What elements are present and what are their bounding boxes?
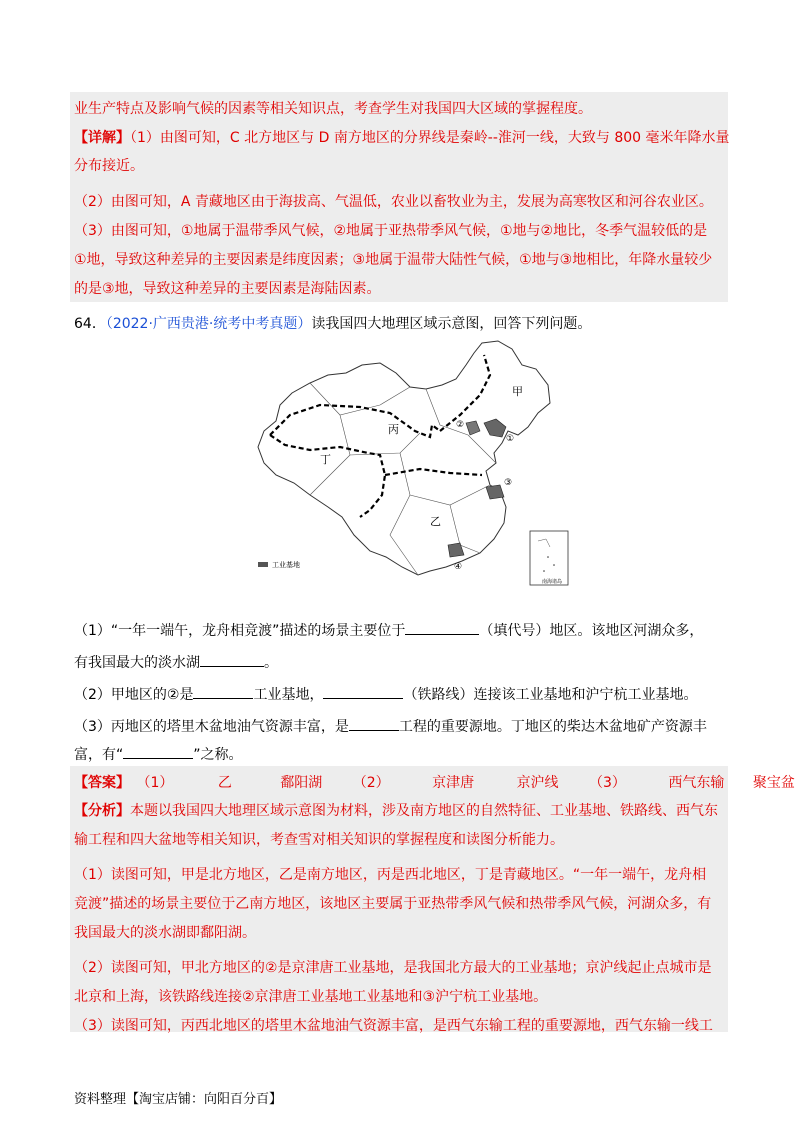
analysis-line4: 竞渡”描述的场景主要位于乙南方地区，该地区主要属于亚热带季风气候和热带季风气候，河湖众多，有 bbox=[74, 896, 712, 912]
region-label-yi: 乙 bbox=[430, 515, 441, 528]
answer-blank-4[interactable] bbox=[323, 684, 403, 699]
answer-line bbox=[74, 773, 795, 793]
top-analysis-line4: （3）由图可知，①地属于温带季风气候，②地属于亚热带季风气候，①地与②地比，冬季气温较低的是 bbox=[74, 223, 708, 239]
answer-blank-6[interactable] bbox=[123, 744, 193, 759]
answer-blank-5[interactable] bbox=[349, 716, 399, 731]
question-source: （2022·广西贵港·统考中考真题） bbox=[105, 316, 312, 332]
top-analysis-line5: ①地，导致这种差异的主要因素是纬度因素；③地属于温带大陆性气候，①地与③地相比，年降水量较少 bbox=[74, 252, 713, 268]
answer-item: （1） bbox=[136, 775, 174, 791]
region-label-bing: 丙 bbox=[388, 423, 399, 436]
answer-item: 京津唐 bbox=[432, 775, 475, 791]
analysis-line7: 北京和上海，该铁路线连接②京津唐工业基地工业基地和③沪宁杭工业基地。 bbox=[74, 989, 548, 1005]
detail-tag: 【详解】 bbox=[74, 130, 130, 146]
answer-blank-3[interactable] bbox=[193, 684, 253, 699]
marker-4: ④ bbox=[454, 562, 463, 572]
top-analysis-line0: 业生产特点及影响气候的因素等相关知识点，考查学生对我国四大区域的掌握程度。 bbox=[74, 101, 592, 117]
analysis-line2: 输工程和四大盆地等相关知识，考查雪对相关知识的掌握程度和读图分析能力。 bbox=[74, 832, 564, 848]
answer-item: 聚宝盆 bbox=[752, 775, 795, 791]
question-header bbox=[74, 314, 591, 334]
question-1-line2: 有我国最大的淡水湖 。 bbox=[74, 652, 278, 673]
top-analysis-line1: 【详解】（1）由图可知，C 北方地区与 D 南方地区的分界线是秦岭--淮河一线，大致与 800 毫米年降水量 bbox=[74, 130, 730, 146]
answer-item: （2） bbox=[352, 775, 390, 791]
analysis-line8: （3）读图可知，丙西北地区的塔里木盆地油气资源丰富，是西气东输工程的重要源地，西气东输一线工 bbox=[74, 1018, 713, 1034]
inset-label: 南海诸岛 bbox=[542, 579, 563, 585]
map-svg bbox=[250, 335, 575, 600]
top-analysis-line3: （2）由图可知，A 青藏地区由于海拔高、气温低，农业以畜牧业为主，发展为高寒牧区和河谷农业区。 bbox=[74, 194, 713, 210]
inset-frame bbox=[530, 531, 568, 585]
answer-item: （3） bbox=[589, 775, 626, 791]
legend-label: 工业基地 bbox=[272, 561, 300, 569]
analysis-line3: （1）读图可知，甲是北方地区，乙是南方地区，丙是西北地区，丁是青藏地区。“一年一端午，龙舟相 bbox=[74, 867, 707, 883]
marker-3: ③ bbox=[504, 478, 513, 488]
analysis-line5: 我国最大的淡水湖即鄱阳湖。 bbox=[74, 925, 256, 941]
answer-blank-1[interactable] bbox=[405, 620, 479, 635]
footer-source: 资料整理【淘宝店铺：向阳百分百】 bbox=[74, 1092, 283, 1107]
analysis-line6: （2）读图可知，甲北方地区的②是京津唐工业基地，是我国北方最大的工业基地；京沪线起止点城市是 bbox=[74, 960, 712, 976]
region-label-ding: 丁 bbox=[320, 453, 331, 466]
legend-swatch bbox=[258, 562, 268, 567]
analysis-tag: 【分析】 bbox=[74, 803, 130, 819]
question-2: （2）甲地区的②是 工业基地， （铁路线）连接该工业基地和沪宁杭工业基地。 bbox=[74, 684, 697, 705]
answer-item: 西气东输 bbox=[668, 775, 725, 791]
answer-tag: 【答案】 bbox=[74, 775, 130, 791]
answer-item: 鄱阳湖 bbox=[280, 775, 323, 791]
analysis-line1: 【分析】本题以我国四大地理区域示意图为材料，涉及南方地区的自然特征、工业基地、铁路线、西气东 bbox=[74, 803, 718, 819]
top-analysis-line2: 分布接近。 bbox=[74, 158, 144, 174]
china-regions-map bbox=[250, 335, 575, 600]
top-analysis-line6: 的是③地，导致这种差异的主要因素是海陆因素。 bbox=[74, 281, 381, 297]
answer-blank-2[interactable] bbox=[200, 652, 264, 667]
marker-1: ① bbox=[506, 434, 515, 444]
answer-item: 乙 bbox=[217, 775, 232, 791]
marker-2: ② bbox=[456, 420, 465, 430]
question-3-line1: （3）丙地区的塔里木盆地油气资源丰富，是 工程的重要源地。丁地区的柴达木盆地矿产资源丰 bbox=[74, 716, 707, 737]
region-label-jia: 甲 bbox=[512, 385, 523, 398]
answer-item: 京沪线 bbox=[516, 775, 559, 791]
question-number: 64． bbox=[74, 316, 106, 332]
china-outline bbox=[258, 341, 550, 575]
question-stem: 读我国四大地理区域示意图，回答下列问题。 bbox=[311, 316, 592, 332]
question-1-line1: （1）“一年一端午，龙舟相竞渡”描述的场景主要位于 （填代号）地区。该地区河湖众多， bbox=[74, 620, 703, 641]
question-3-line2: 富，有“ ”之称。 bbox=[74, 744, 243, 765]
